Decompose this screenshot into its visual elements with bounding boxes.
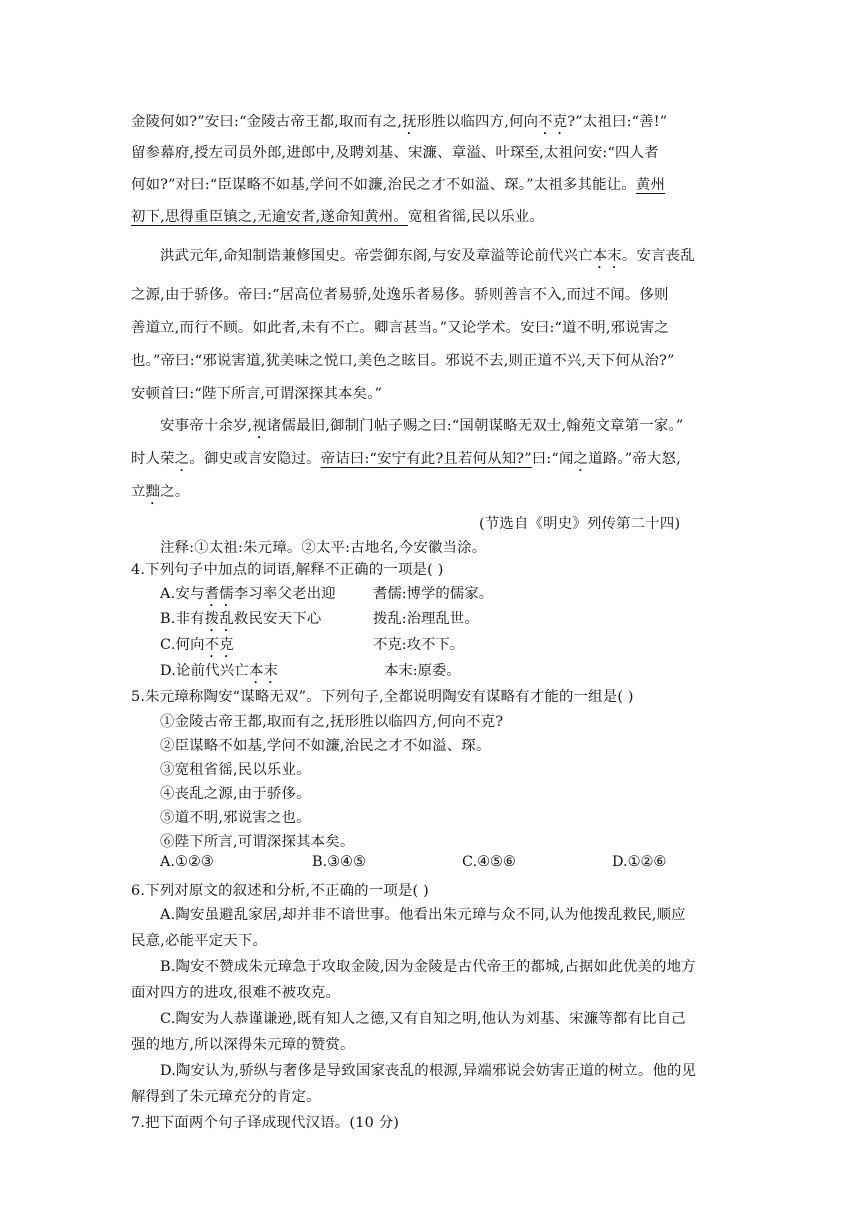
dotted-word: 拨乱 bbox=[204, 611, 234, 627]
q5-option-d: D.①②⑥ bbox=[612, 854, 667, 870]
dotted-word: 之 bbox=[573, 451, 589, 467]
q6-option-a-line1: A.陶安虽避乱家居,却并非不谙世事。他看出朱元璋与众不同,认为他拨乱救民,顺应 bbox=[160, 907, 686, 923]
passage-p1-line4 bbox=[131, 205, 544, 226]
text: 立 bbox=[131, 484, 146, 500]
dotted-word: 本末 bbox=[592, 248, 622, 264]
passage-p1-line3 bbox=[131, 173, 665, 194]
q4-option-d bbox=[160, 659, 278, 687]
q5-item-6: ⑥陛下所言,可谓深探其本矣。 bbox=[160, 834, 355, 850]
q6-stem: 6.下列对原文的叙述和分析,不正确的一项是( ) bbox=[131, 883, 429, 899]
text: 时人荣 bbox=[131, 451, 175, 467]
text: 曰:“闻 bbox=[531, 451, 574, 467]
text: 救民安天下心 bbox=[233, 611, 322, 627]
q5-item-3: ③宽租省徭,民以乐业。 bbox=[160, 762, 311, 778]
underlined-sentence: 初下,思得重臣镇之,无逾安者,遂命知黄州。 bbox=[131, 209, 408, 225]
passage-p1-line2: 留参幕府,授左司员外郎,进郎中,及聘刘基、宋濂、章溢、叶琛至,太祖问安:“四人者 bbox=[131, 145, 659, 161]
q6-option-d-line2: 解得到了朱元璋充分的肯定。 bbox=[131, 1089, 321, 1105]
q5-item-4: ④丧乱之源,由于骄侈。 bbox=[160, 786, 311, 802]
dotted-word: 黜 bbox=[145, 484, 161, 500]
dotted-word: 耆儒 bbox=[204, 586, 234, 602]
text: B.非有 bbox=[160, 611, 205, 627]
q5-option-c: C.④⑤⑥ bbox=[462, 854, 516, 870]
q6-option-b-line1: B.陶安不赞成朱元璋急于攻取金陵,因为金陵是古代帝王的都城,占据如此优美的地方 bbox=[160, 959, 696, 975]
dotted-word: 抚 bbox=[402, 114, 417, 130]
text: 安事帝十余岁, bbox=[160, 418, 253, 434]
q6-option-c-line2: 强的地方,所以深得朱元璋的赞赏。 bbox=[131, 1037, 355, 1053]
text: 金陵何如?”安曰:“金陵古帝王都,取而有之, bbox=[131, 114, 403, 130]
q6-option-a-line2: 民意,必能平定天下。 bbox=[131, 933, 268, 949]
passage-p2-line4: 也。”帝曰:“邪说害道,犹美味之悦口,美色之眩目。邪说不去,则正道不兴,天下何从治?” bbox=[131, 353, 675, 369]
q6-option-b-line2: 面对四方的进攻,很难不被攻克。 bbox=[131, 985, 341, 1001]
passage-p2-line5: 安顿首曰:“陛下所言,可谓深探其本矣。” bbox=[131, 386, 383, 402]
passage-p2-line2: 之源,由于骄侈。帝曰:“居高位者易骄,处逸乐者易侈。骄则善言不入,而过不闻。侈则 bbox=[131, 287, 669, 303]
source-citation: (节选自《明史》列传第二十四) bbox=[479, 516, 681, 532]
text: 何如?”对曰:“臣谋略不如基,学问不如濂,治民之才不如溢、琛。”太祖多其能让。 bbox=[131, 177, 636, 193]
q4-option-a-explanation: 耆儒:博学的儒家。 bbox=[373, 586, 493, 602]
text: 之。 bbox=[160, 484, 190, 500]
text: 洪武元年,命知制诰兼修国史。帝尝御东阁,与安及章溢等论前代兴亡 bbox=[160, 248, 593, 264]
text: 形胜以临四方,何向 bbox=[416, 114, 539, 130]
text: 。御史或言安隐过。 bbox=[189, 451, 321, 467]
q5-item-2: ②臣谋略不如基,学问不如濂,治民之才不如溢、琛。 bbox=[160, 738, 491, 754]
passage-p3-line1 bbox=[160, 414, 683, 442]
dotted-word: 本末 bbox=[248, 663, 279, 679]
passage-p2-line3: 善道立,而行不顾。如此者,未有不亡。卿言甚当。”又论学术。安曰:“道不明,邪说害之 bbox=[131, 320, 669, 336]
annotation-note: 注释:①太祖:朱元璋。②太平:古地名,今安徽当涂。 bbox=[160, 540, 487, 556]
text: D.论前代兴亡 bbox=[160, 663, 249, 679]
passage-p3-line3 bbox=[131, 480, 189, 508]
passage-p3-line2 bbox=[131, 447, 681, 475]
dotted-word: 不克 bbox=[538, 114, 568, 130]
underlined-sentence: 帝诘曰:“安宁有此?且若何从知?” bbox=[320, 451, 532, 467]
q5-option-b: B.③④⑤ bbox=[312, 854, 366, 870]
passage-p2-line1 bbox=[160, 244, 695, 272]
text: 李习率父老出迎 bbox=[233, 586, 336, 602]
text: ?”太祖曰:“善!” bbox=[567, 114, 668, 130]
q5-item-1: ①金陵古帝王都,取而有之,抚形胜以临四方,何向不克? bbox=[160, 714, 504, 730]
q4-stem: 4.下列句子中加点的词语,解释不正确的一项是( ) bbox=[131, 562, 444, 578]
dotted-word: 之 bbox=[174, 451, 190, 467]
q4-option-c-explanation: 不克:攻不下。 bbox=[373, 637, 465, 653]
text: A.安与 bbox=[160, 586, 205, 602]
q4-option-b-explanation: 拨乱:治理乱世。 bbox=[373, 611, 479, 627]
q4-option-b bbox=[160, 607, 321, 635]
underlined-sentence: 黄州 bbox=[635, 177, 666, 193]
text: 诸儒最旧,御制门帖子赐之曰:“国朝谋略无双士,翰苑文章第一家。” bbox=[266, 418, 684, 434]
q6-option-c-line1: C.陶安为人恭谨谦逊,既有知人之德,又有自知之明,他认为刘基、宋濂等都有比自己 bbox=[160, 1011, 686, 1027]
q5-item-5: ⑤道不明,邪说害之也。 bbox=[160, 810, 311, 826]
text: 宽租省徭,民以乐业。 bbox=[407, 209, 545, 225]
q4-option-d-explanation: 本末:原委。 bbox=[384, 663, 461, 679]
dotted-word: 不克 bbox=[204, 637, 234, 653]
q4-option-a bbox=[160, 582, 336, 610]
text: C.何向 bbox=[160, 637, 205, 653]
passage-p1-line1 bbox=[131, 110, 667, 138]
q5-stem: 5.朱元璋称陶安“谋略无双”。下列句子,全都说明陶安有谋略有才能的一组是( ) bbox=[131, 689, 634, 705]
q6-option-d-line1: D.陶安认为,骄纵与奢侈是导致国家丧乱的根源,异端邪说会妨害正道的树立。他的见 bbox=[160, 1063, 697, 1079]
dotted-word: 视 bbox=[252, 418, 267, 434]
q5-option-a: A.①②③ bbox=[160, 854, 214, 870]
text: 道路。”帝大怒, bbox=[588, 451, 681, 467]
q4-option-c bbox=[160, 633, 234, 661]
q7-stem: 7.把下面两个句子译成现代汉语。(10 分) bbox=[131, 1115, 400, 1131]
text: 。安言丧乱 bbox=[621, 248, 695, 264]
